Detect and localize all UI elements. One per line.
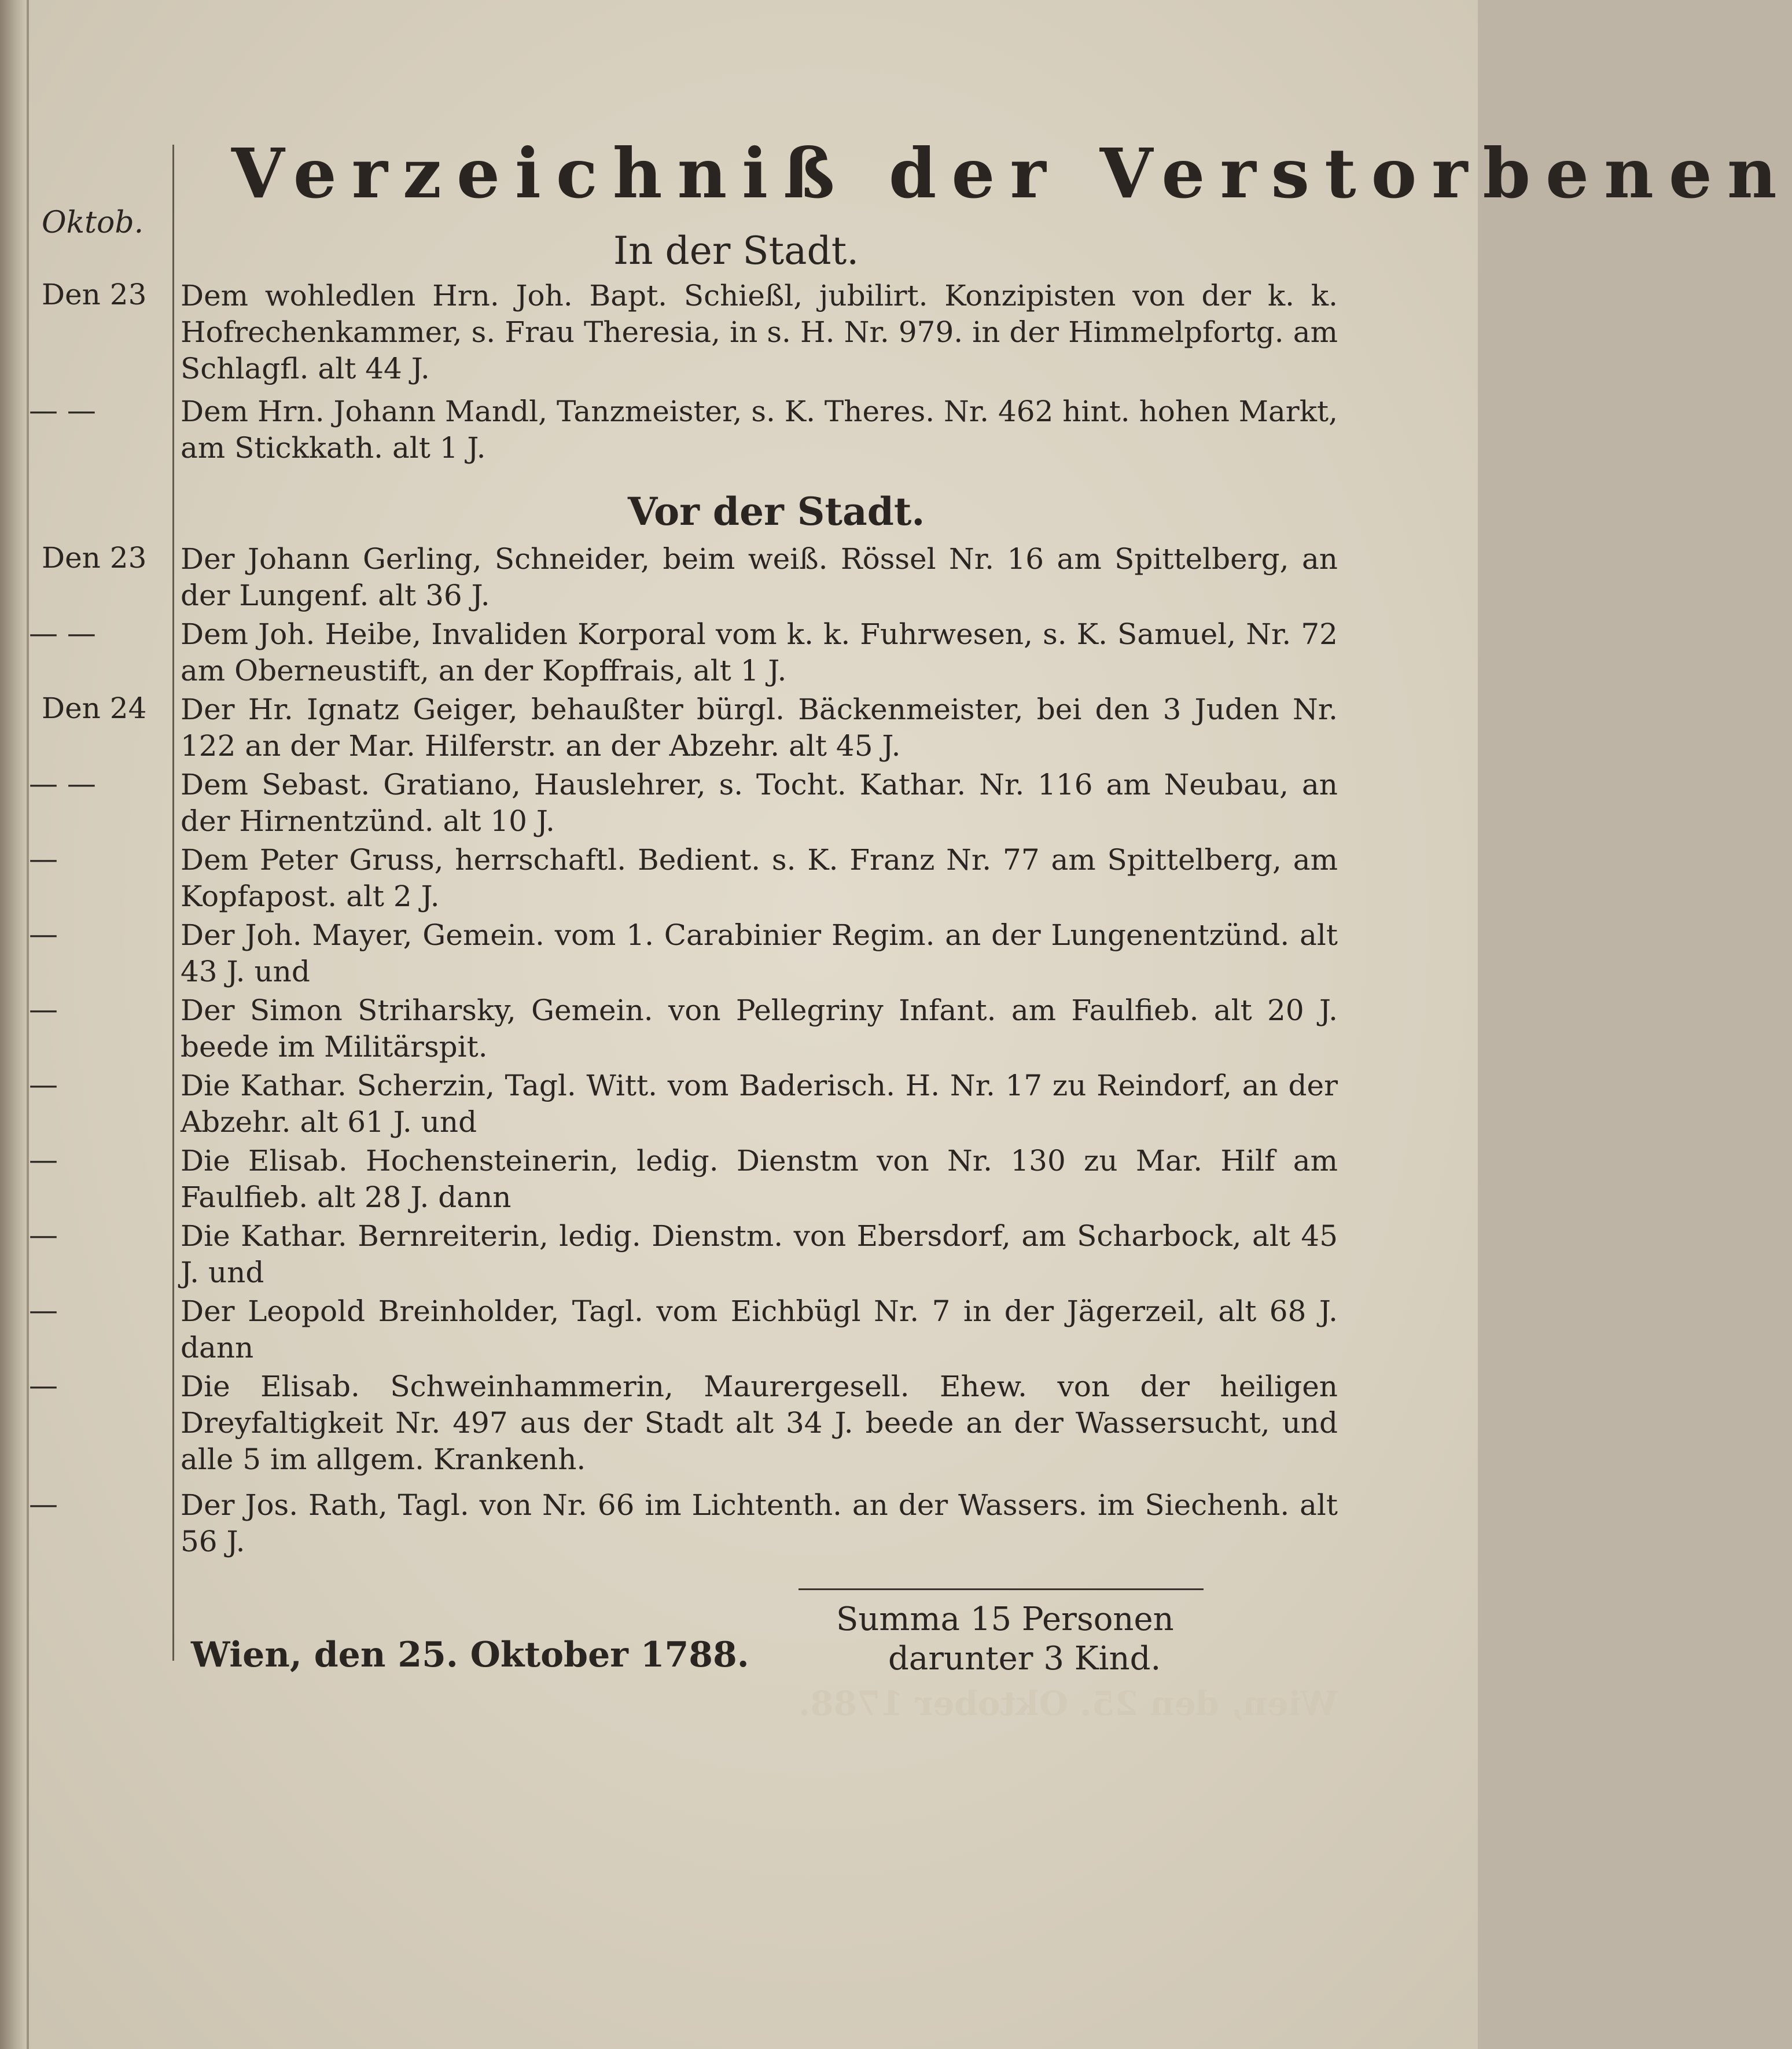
- entry-text: Dem Hrn. Johann Mandl, Tanzmeister, s. K. Theres. Nr. 462 hint. hohen Markt, am Stickkath. alt 1 J.: [181, 395, 1338, 465]
- entry-text: Die Kathar. Scherzin, Tagl. Witt. vom Baderisch. H. Nr. 17 zu Reindorf, an der Abzehr. alt 61 J. und: [181, 1069, 1338, 1139]
- entry-ditto-mark: —: [29, 1293, 58, 1327]
- entry-text: Die Elisab. Schweinhammerin, Maurergesell. Ehew. von der heiligen Dreyfaltigkeit Nr. 497 aus der Stadt alt 34 J. beede an der Wassersucht, und alle 5 im allgem. Krankenh.: [181, 1370, 1338, 1476]
- entry-text: Der Leopold Breinholder, Tagl. vom Eichbügl Nr. 7 in der Jägerzeil, alt 68 J. dann: [181, 1294, 1338, 1364]
- entry-ditto-mark: — —: [29, 616, 96, 650]
- entry-ditto-mark: —: [29, 917, 58, 951]
- bleed-through-text: Wien, den 25. Oktober 1788.: [799, 1684, 1338, 1723]
- month-label: Oktob.: [42, 205, 144, 240]
- entry-text: Dem Sebast. Gratiano, Hauslehrer, s. Tocht. Kathar. Nr. 116 am Neubau, an der Hirnentzünd. alt 10 J.: [181, 768, 1338, 838]
- date-signoff: Wien, den 25. Oktober 1788.: [191, 1635, 749, 1675]
- section-heading-vor-stadt: Vor der Stadt.: [628, 489, 925, 534]
- summa-rule: [799, 1588, 1204, 1590]
- entry-ditto-mark: —: [29, 1143, 58, 1176]
- entry-ditto-mark: — —: [29, 393, 96, 427]
- entry-text: Die Kathar. Bernreiterin, ledig. Dienstm. von Ebersdorf, am Scharbock, alt 45 J. und: [181, 1219, 1338, 1289]
- entry-text: Der Hr. Ignatz Geiger, behaußter bürgl. Bäckenmeister, bei den 3 Juden Nr. 122 an der Mar. Hilferstr. an der Abzehr. alt 45 J.: [181, 693, 1338, 763]
- entry-text: Dem Joh. Heibe, Invaliden Korporal vom k. k. Fuhrwesen, s. K. Samuel, Nr. 72 am Oberneustift, an der Kopffrais, alt 1 J.: [181, 617, 1338, 687]
- entry-ditto-mark: —: [29, 1487, 58, 1521]
- entry-ditto-mark: —: [29, 1369, 58, 1402]
- entry-text: Die Elisab. Hochensteinerin, ledig. Dienstm von Nr. 130 zu Mar. Hilf am Faulfieb. alt 28 J. dann: [181, 1144, 1338, 1214]
- page-binding: [0, 0, 27, 2049]
- entry-ditto-mark: —: [29, 1068, 58, 1101]
- summa-block: [836, 1600, 1174, 1679]
- section-heading-in-stadt: In der Stadt.: [613, 229, 859, 273]
- entry-ditto-mark: — —: [29, 767, 96, 800]
- entry-date: Den 23: [42, 278, 147, 311]
- summa-children: darunter 3 Kind.: [888, 1640, 1161, 1678]
- entry-date: Den 24: [42, 691, 147, 725]
- entry-text: Der Joh. Mayer, Gemein. vom 1. Carabinier Regim. an der Lungenentzünd. alt 43 J. und: [181, 918, 1338, 988]
- entry-text: Dem wohledlen Hrn. Joh. Bapt. Schießl, jubilirt. Konzipisten von der k. k. Hofrechenkammer, s. Frau Theresia, in s. H. Nr. 979. in der Himmelpfortg. am Schlagfl. alt 44 J.: [181, 279, 1338, 385]
- summa-total: Summa 15 Personen: [836, 1601, 1174, 1638]
- entry-ditto-mark: —: [29, 842, 58, 875]
- entry-ditto-mark: —: [29, 992, 58, 1026]
- entry-ditto-mark: —: [29, 1218, 58, 1252]
- entry-text: Der Jos. Rath, Tagl. von Nr. 66 im Lichtenth. an der Wassers. im Siechenh. alt 56 J.: [181, 1488, 1338, 1558]
- entry-text: Der Johann Gerling, Schneider, beim weiß. Rössel Nr. 16 am Spittelberg, an der Lungenf. alt 36 J.: [181, 542, 1338, 612]
- entry-text: Dem Peter Gruss, herrschaftl. Bedient. s. K. Franz Nr. 77 am Spittelberg, am Kopfapost. alt 2 J.: [181, 843, 1338, 913]
- entry-text: Der Simon Striharsky, Gemein. von Pellegriny Infant. am Faulfieb. alt 20 J. beede im Militärspit.: [181, 994, 1338, 1064]
- page-title: Verzeichniß der Verstorbenen: [231, 133, 1792, 214]
- entry-date: Den 23: [42, 541, 147, 575]
